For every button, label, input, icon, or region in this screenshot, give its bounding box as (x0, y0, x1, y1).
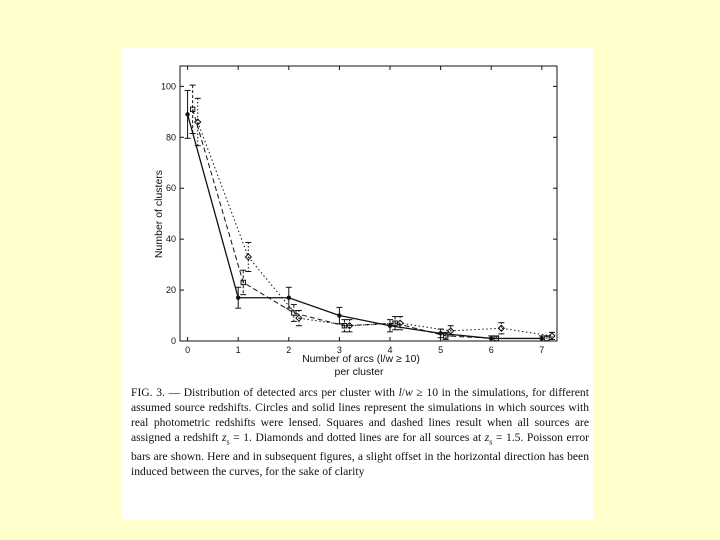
series-line (188, 114, 542, 338)
arc-distribution-chart (122, 48, 594, 378)
plot-frame (180, 66, 557, 341)
circle-marker (388, 324, 392, 328)
x-tick-label: 4 (387, 345, 393, 355)
x-axis-title: Number of arcs (l/w ≥ 10) (302, 353, 420, 365)
series-line (193, 109, 547, 338)
y-tick-label: 60 (165, 183, 176, 194)
axes (161, 66, 557, 355)
x-tick-label: 2 (286, 345, 292, 355)
x-tick-label: 6 (488, 345, 494, 355)
circle-marker (185, 112, 189, 116)
y-axis-title: Number of clusters (153, 169, 165, 259)
circle-marker (236, 296, 240, 300)
circle-marker (287, 296, 291, 300)
series-2 (190, 85, 550, 341)
series-3 (195, 98, 555, 339)
circle-marker (438, 331, 442, 335)
y-tick-label: 80 (165, 132, 176, 143)
y-tick-label: 100 (160, 81, 176, 92)
figure-caption: FIG. 3. — Distribution of detected arcs per cluster with l/w ≥ 10 in the simulations, for different assumed source redshifts. Circles and solid lines represent the simulations in which sources with real photometric redshifts were lensed. Squares and dashed lines result when all sources are assigned a redshift $z_s = 1$. Diamonds and dotted lines are for all sources at $z_s = 1.5$. Poisson error bars are shown. Here and in subsequent figures, a slight offset in the horizontal direction has been induced between the curves, for the sake of clarity (131, 386, 590, 478)
figure-label: FIG. 3. (131, 386, 165, 399)
circle-marker (337, 313, 341, 317)
y-tick-label: 40 (165, 234, 176, 245)
x-tick-label: 3 (336, 345, 342, 355)
series-line (198, 122, 552, 336)
y-tick-label: 20 (165, 285, 176, 296)
x-axis-title-line2: per cluster (334, 366, 384, 378)
x-tick-label: 0 (185, 345, 191, 355)
series-1 (185, 90, 545, 341)
figure-panel (122, 48, 594, 520)
x-tick-label: 7 (539, 345, 545, 355)
y-tick-label: 0 (170, 336, 176, 346)
x-tick-label: 1 (235, 345, 241, 355)
series-layer (185, 85, 555, 341)
x-tick-label: 5 (438, 345, 444, 355)
